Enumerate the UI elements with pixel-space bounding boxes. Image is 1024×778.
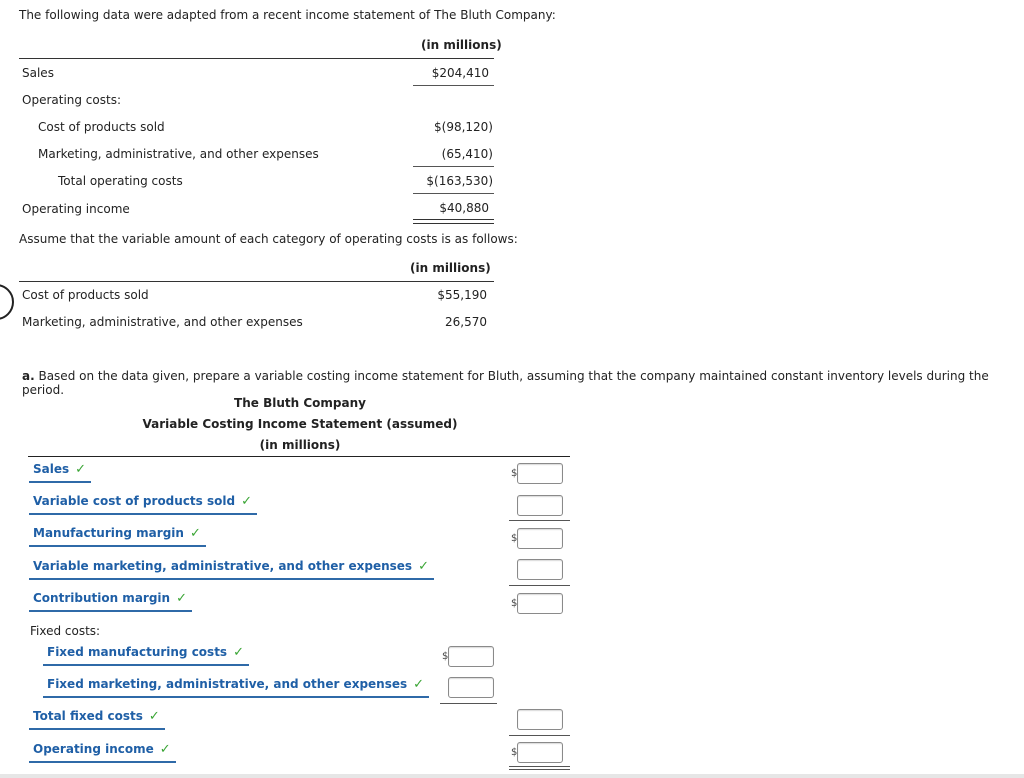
row-sales-label[interactable]: Sales ✓ (29, 462, 91, 483)
fixed-costs-heading: Fixed costs: (30, 624, 101, 638)
check-icon: ✓ (418, 559, 429, 574)
table1-value-sales: $204,410 (431, 66, 489, 80)
variable-marketing-input[interactable] (517, 559, 563, 580)
check-icon: ✓ (148, 709, 160, 724)
table1-label-operating-income: Operating income (22, 202, 130, 216)
row-variable-cost-label[interactable]: Variable cost of products sold ✓ (29, 494, 257, 515)
row-total-fixed-costs-label[interactable]: Total fixed costs ✓ (29, 709, 165, 730)
dollar-sign: $ (511, 468, 518, 479)
marketing-underline (413, 166, 494, 167)
statement-company: The Bluth Company (234, 396, 366, 410)
operating-income-double-rule (413, 219, 494, 224)
operating-income-input[interactable] (517, 742, 563, 763)
row-manufacturing-margin-label[interactable]: Manufacturing margin ✓ (29, 526, 206, 547)
check-icon: ✓ (241, 494, 252, 509)
manufacturing-margin-input[interactable] (517, 528, 563, 549)
total-operating-underline (413, 193, 494, 194)
question-body: Based on the data given, prepare a variable costing income statement for Bluth, assuming that the company maintained constant inventory levels during the period. (22, 369, 989, 397)
check-icon: ✓ (159, 742, 171, 757)
table1-label-operating-costs: Operating costs: (22, 93, 121, 107)
intro-text: The following data were adapted from a recent income statement of The Bluth Company: (19, 8, 556, 22)
total-double-underline (509, 766, 570, 770)
scroll-indicator (0, 284, 14, 320)
subtotal-underline (440, 703, 497, 704)
check-icon: ✓ (176, 591, 187, 606)
table2-value-marketing: 26,570 (445, 315, 487, 329)
row-fixed-manufacturing-label[interactable]: Fixed manufacturing costs ✓ (43, 645, 249, 666)
row-fixed-marketing-label[interactable]: Fixed marketing, administrative, and other expenses ✓ (43, 677, 429, 698)
table2-label-marketing: Marketing, administrative, and other expenses (22, 315, 303, 329)
statement-title: Variable Costing Income Statement (assumed) (142, 417, 458, 431)
contribution-margin-input[interactable] (517, 593, 563, 614)
subtotal-underline (509, 735, 570, 736)
fixed-marketing-input[interactable] (448, 677, 494, 698)
dollar-sign: $ (511, 533, 518, 544)
dollar-sign: $ (511, 598, 518, 609)
sales-input[interactable] (517, 463, 563, 484)
assume-text: Assume that the variable amount of each category of operating costs is as follows: (19, 232, 518, 246)
table1-top-rule (19, 58, 494, 59)
dollar-sign: $ (511, 747, 518, 758)
table2-top-rule (19, 281, 494, 282)
bottom-scroll-edge (0, 774, 1024, 778)
table1-label-marketing: Marketing, administrative, and other expenses (38, 147, 319, 161)
table1-value-marketing: (65,410) (441, 147, 493, 161)
table1-value-operating-income: $40,880 (439, 201, 489, 215)
table1-value-total-operating: $(163,530) (426, 174, 493, 188)
check-icon: ✓ (413, 677, 425, 692)
sales-underline (413, 85, 494, 86)
check-icon: ✓ (189, 526, 201, 541)
table2-label-cost-of-products: Cost of products sold (22, 288, 149, 302)
table1-label-sales: Sales (22, 66, 54, 80)
row-variable-marketing-label[interactable]: Variable marketing, administrative, and other expenses ✓ (29, 559, 434, 580)
total-fixed-costs-input[interactable] (517, 709, 563, 730)
statement-top-rule (28, 456, 570, 457)
statement-units: (in millions) (259, 438, 341, 452)
subtotal-underline (509, 520, 570, 521)
row-operating-income-label[interactable]: Operating income ✓ (29, 742, 176, 763)
question-letter: a. (22, 369, 35, 383)
subtotal-underline (509, 585, 570, 586)
table2-value-cost-of-products: $55,190 (437, 288, 487, 302)
question-text (22, 369, 1024, 397)
variable-cost-input[interactable] (517, 495, 563, 516)
table1-value-cost-of-products: $(98,120) (434, 120, 493, 134)
table2-header: (in millions) (410, 261, 491, 275)
dollar-sign: $ (442, 651, 449, 662)
check-icon: ✓ (75, 462, 87, 477)
check-icon: ✓ (233, 645, 244, 660)
table1-label-total-operating: Total operating costs (58, 174, 183, 188)
fixed-manufacturing-input[interactable] (448, 646, 494, 667)
row-contribution-margin-label[interactable]: Contribution margin ✓ (29, 591, 192, 612)
table1-label-cost-of-products: Cost of products sold (38, 120, 165, 134)
table1-header: (in millions) (421, 38, 502, 52)
